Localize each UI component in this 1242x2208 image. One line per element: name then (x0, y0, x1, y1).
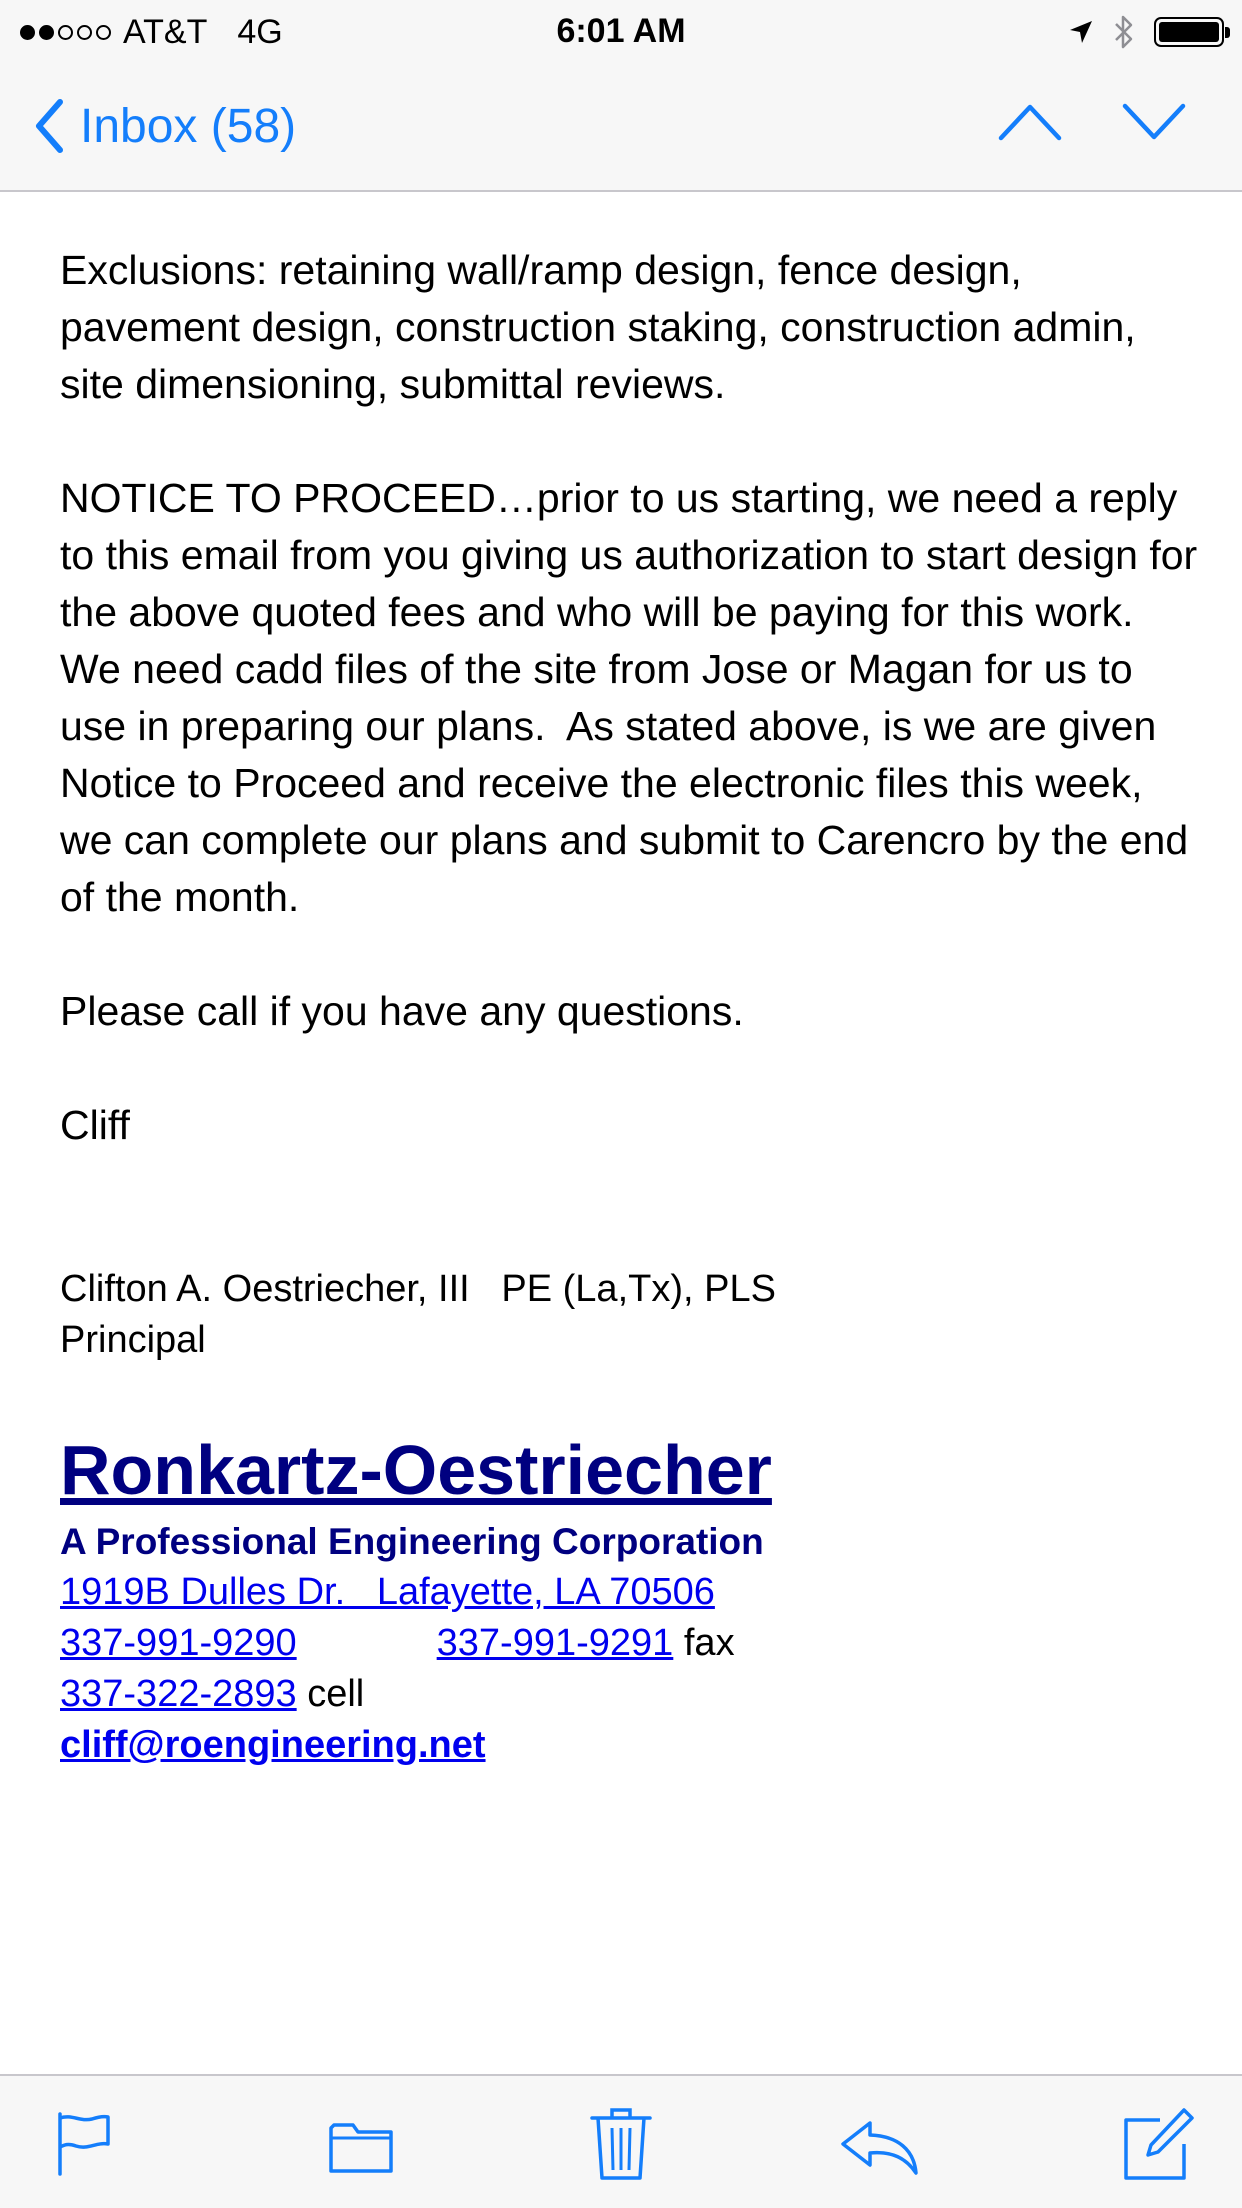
body-paragraph-questions: Please call if you have any questions. (60, 988, 744, 1034)
network-label: 4G (237, 12, 283, 51)
trash-icon[interactable] (590, 2106, 652, 2182)
contact-block (60, 1567, 1200, 1771)
fax-label: fax (683, 1622, 735, 1664)
company-name: Ronkartz-Oestriecher (60, 1431, 772, 1509)
compose-icon[interactable] (1120, 2106, 1196, 2182)
status-time: 6:01 AM (556, 12, 686, 50)
chevron-down-icon[interactable] (1122, 102, 1186, 142)
status-bar (0, 0, 1242, 62)
nav-bar (0, 62, 1242, 192)
flag-icon[interactable] (56, 2112, 112, 2176)
signature-name: Clifton A. Oestriecher, III PE (La,Tx), PLS (60, 1268, 776, 1310)
back-button[interactable] (34, 98, 296, 154)
back-label: Inbox (58) (80, 99, 297, 153)
fax-link[interactable]: 337-991-9291 (436, 1622, 674, 1664)
location-arrow-icon (1068, 19, 1094, 45)
reply-icon[interactable] (840, 2120, 920, 2176)
cell-link[interactable]: 337-322-2893 (60, 1673, 297, 1715)
email-body (60, 242, 1209, 1771)
battery-icon (1154, 17, 1224, 47)
body-paragraph-exclusions: Exclusions: retaining wall/ramp design, fence design, pavement design, construction staking, construction admin, site dimensioning, submittal reviews. (60, 247, 1136, 407)
carrier-label: AT&T (123, 12, 208, 51)
bluetooth-icon (1112, 14, 1136, 50)
chevron-up-icon[interactable] (998, 102, 1062, 142)
address-link[interactable]: 1919B Dulles Dr. Lafayette, LA 70506 (60, 1571, 715, 1613)
cell-label: cell (307, 1673, 365, 1715)
email-link[interactable]: cliff@roengineering.net (60, 1724, 486, 1766)
phone-link[interactable]: 337-991-9290 (60, 1622, 297, 1664)
body-paragraph-notice: NOTICE TO PROCEED…prior to us starting, we need a reply to this email from you giving us authorization to start design for the above quoted fees and who will be paying for this work. We need cadd files of the site from Jose or Magan for us to use in preparing our plans. As stated above, is we are given Notice to Proceed and receive the electronic files this week, we can complete our plans and submit to Carencro by the end of the month. (60, 475, 1209, 920)
message-navigation (998, 102, 1186, 142)
chevron-left-icon (34, 98, 64, 154)
company-tagline: A Professional Engineering Corporation (60, 1521, 764, 1562)
body-paragraph-signoff: Cliff (60, 1102, 130, 1148)
status-right (1068, 10, 1224, 54)
signature-title: Principal (60, 1319, 206, 1361)
folder-icon[interactable] (328, 2120, 394, 2174)
bottom-toolbar (0, 2074, 1242, 2208)
signature (60, 1264, 1200, 1366)
